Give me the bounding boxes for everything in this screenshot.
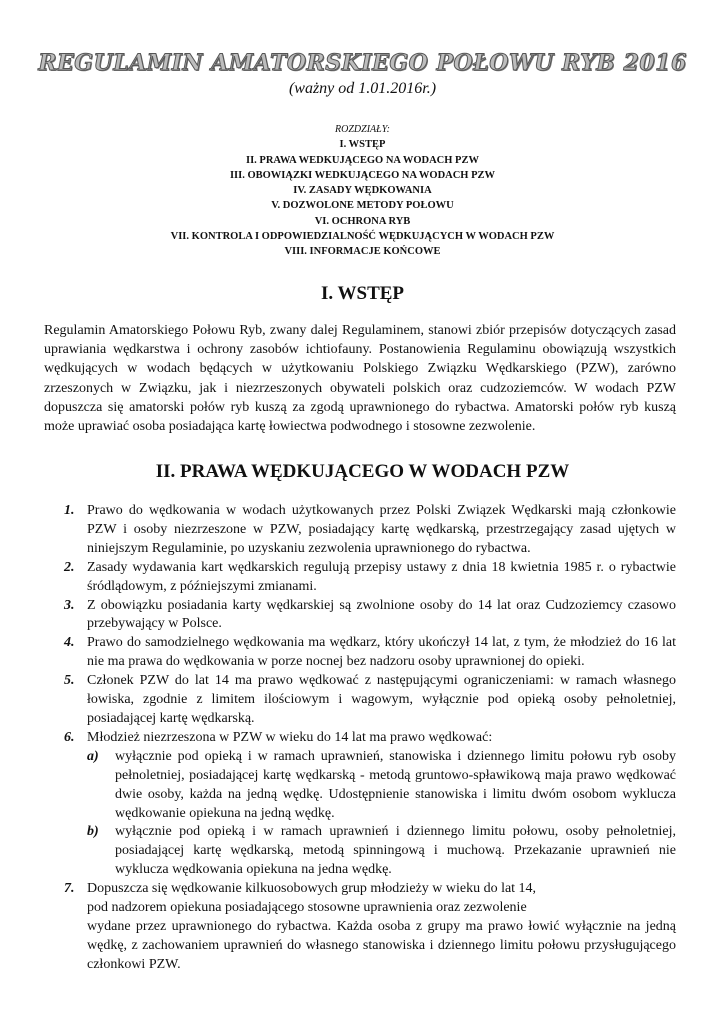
table-of-contents [0,122,725,260]
sub-list [87,748,676,880]
toc-entry: I. WSTĘP [339,139,386,151]
toc-entry: VI. OCHRONA RYB [314,215,411,227]
item-text: Członek PZW do lat 14 ma prawo wędkować z następującymi ograniczeniami: w ramach własnego łowiska, zgodnie z limitem ilościowym i wagowym, wyłącznie pod opieką osoby pełnoletniej, posiadającej kartę wędkarską. [87,673,676,726]
list-item [44,502,676,559]
list-item [44,729,676,880]
document-subtitle: (ważny od 1.01.2016r.) [288,80,437,97]
item-number: 2. [64,559,75,575]
list-item [44,559,676,597]
list-item [44,672,676,729]
list-item [44,880,676,975]
item-number: 5. [64,673,75,689]
intro-paragraph: Regulamin Amatorskiego Połowu Ryb, zwany dalej Regulaminem, stanowi zbiór przepisów dotyczących zasad uprawiania wędkarstwa i ochrony zasobów ichtiofauny. Postanowienia Regulaminu obowiązują wszystkich wędkujących w wodach będących w użytkowaniu Polskiego Związku Wędkarskiego (PZW), zarówno zrzeszonych w Związku, jak i niezrzeszonych obywateli polskich oraz cudzoziemców. W wodach PZW dopuszcza się amatorski połów ryb kuszą za zgodą uprawnionego do rybactwa. Amatorski połów ryb kuszą może uprawiać osoba posiadająca kartę łowiectwa podwodnego i stosowne zezwolenie. [44,323,676,435]
item-text: Prawo do wędkowania w wodach użytkowanych przez Polski Związek Wędkarski mają członkowie PZW i osoby niezrzeszone w PZW, posiadający kartę wędkarską, przestrzegający zasad ujętych w niniejszym Regulaminie, po uzyskaniu zezwolenia uprawnionego do rybactwa. [87,503,676,556]
document-title: REGULAMIN AMATORSKIEGO POŁOWU RYB 2016 [38,50,687,76]
item-text: Zasady wydawania kart wędkarskich regulują przepisy ustawy z dnia 18 kwietnia 1985 r. o rybactwie śródlądowym, z późniejszymi zmianami. [87,559,676,594]
sub-item-text: wyłącznie pod opieką i w ramach uprawnień i dziennego limitu połowu, osoby pełnoletniej, posiadającej kartę wędkarską, metodą spinningową i muchową. Przekazanie uprawnień nie wyklucza wędkowania opiekuna na jedna wędkę. [115,824,676,878]
item-text: wydane przez uprawnionego do rybactwa. Każda osoba z grupy ma prawo łowić wyłącznie na jedną wędkę, z zachowaniem uprawnień do własnego stanowiska i dziennego limitu połowu przysługującego członkowi PZW. [87,918,676,972]
item-line: Dopuszcza się wędkowanie kilkuosobowych grup młodzieży w wieku do lat 14, [87,881,537,897]
section-heading-intro: I. WSTĘP [320,283,405,304]
sub-item-text: wyłącznie pod opieką i w ramach uprawnień, stanowiska i dziennego limitu połowu ryb osoby pełnoletniej, posiadającej kartę wędkarską - metodą gruntowo-spławikową maja prawo wędkować dwie osoby, każda na jedną wędkę. Udostępnienie stanowiska i limitu dwóm osobom wyklucza wędkowanie opiekuna na jedną wędkę. [115,748,676,821]
sub-list-item [87,823,676,880]
sub-item-letter: b) [87,824,99,840]
rights-list [44,502,676,975]
toc-entry: III. OBOWIĄZKI WEDKUJĄCEGO NA WODACH PZW [229,169,496,181]
list-item [44,634,676,672]
sub-list-item [87,748,676,824]
toc-label: ROZDZIAŁY: [335,124,390,135]
sub-item-letter: a) [87,748,99,764]
section-heading-rights: II. PRAWA WĘDKUJĄCEGO W WODACH PZW [155,461,570,482]
item-line: pod nadzorem opiekuna posiadającego stosowne uprawnienia oraz zezwolenie [87,900,527,916]
list-item [44,597,676,635]
toc-entry: IV. ZASADY WĘDKOWANIA [293,185,432,197]
item-number: 3. [64,597,75,613]
item-text: Prawo do samodzielnego wędkowania ma wędkarz, który ukończył 14 lat, z tym, że młodzież do 16 lat nie ma prawa do wędkowania w porze nocnej bez nadzoru osoby uprawnionej do opieki. [87,635,676,670]
item-text: Z obowiązku posiadania karty wędkarskiej są zwolnione osoby do 14 lat oraz Cudzoziemcy czasowo przebywający w Polsce. [87,597,676,632]
item-text: Młodzież niezrzeszona w PZW w wieku do 14 lat ma prawo wędkować: [87,729,493,745]
item-number: 7. [64,881,75,897]
toc-entry: V. DOZWOLONE METODY POŁOWU [271,200,454,212]
toc-entry: VIII. INFORMACJE KOŃCOWE [284,246,441,258]
item-number: 4. [64,635,75,651]
toc-entry: VII. KONTROLA I ODPOWIEDZIALNOŚĆ WĘDKUJĄCYCH W WODACH PZW [170,231,555,243]
toc-entry: II. PRAWA WEDKUJĄCEGO NA WODACH PZW [246,154,479,166]
item-number: 6. [64,729,75,745]
item-number: 1. [64,503,75,518]
